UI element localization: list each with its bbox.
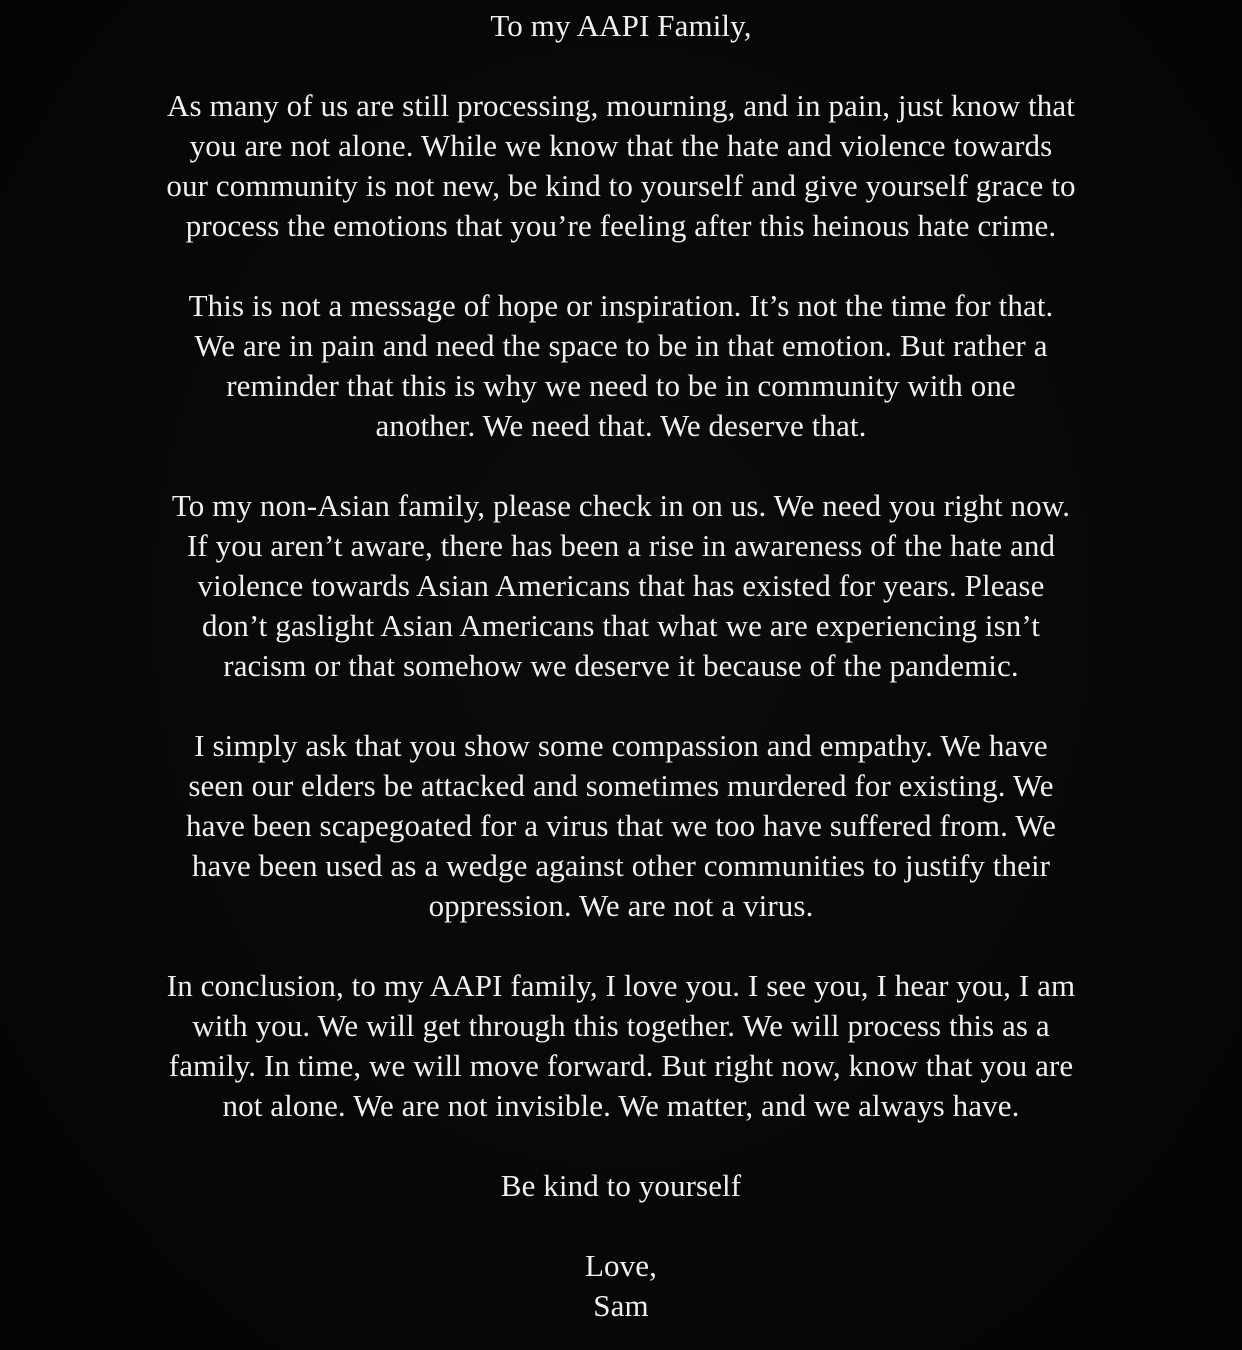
paragraph-line: you are not alone. While we know that the hate and violence towards (189, 128, 1053, 163)
paragraph-line: violence towards Asian Americans that has existed for years. Please (197, 568, 1045, 603)
paragraph-line: our community is not new, be kind to yourself and give yourself grace to (166, 168, 1076, 203)
paragraph-spacer (60, 926, 1182, 966)
paragraph-spacer (60, 246, 1182, 286)
paragraph-line: racism or that somehow we deserve it because of the pandemic. (223, 648, 1019, 683)
paragraph-line: This is not a message of hope or inspiration. It’s not the time for that. (188, 288, 1054, 323)
closing-note: Be kind to yourself (500, 1168, 742, 1203)
paragraph-spacer (60, 1126, 1182, 1166)
paragraph-line: with you. We will get through this together. We will process this as a (192, 1008, 1050, 1043)
paragraph-spacer (60, 46, 1182, 86)
paragraph-line: seen our elders be attacked and sometimes murdered for existing. We (188, 768, 1054, 803)
paragraph-line: oppression. We are not a virus. (428, 888, 814, 923)
paragraph-line: In conclusion, to my AAPI family, I love you. I see you, I hear you, I am (166, 968, 1076, 1003)
paragraph-spacer (60, 686, 1182, 726)
letter-body (60, 6, 1182, 1326)
greeting: To my AAPI Family, (490, 8, 752, 43)
paragraph-spacer (60, 446, 1182, 486)
sign-off: Love, (585, 1248, 657, 1283)
paragraph-line: As many of us are still processing, mourning, and in pain, just know that (167, 88, 1075, 123)
paragraph-line: don’t gaslight Asian Americans that what we are experiencing isn’t (202, 608, 1040, 643)
paragraph-line: I simply ask that you show some compassion and empathy. We have (194, 728, 1048, 763)
paragraph-1 (60, 86, 1182, 246)
paragraph-line: have been used as a wedge against other communities to justify their (191, 848, 1051, 883)
paragraph-line: have been scapegoated for a virus that we too have suffered from. We (186, 808, 1056, 843)
paragraph-3 (60, 486, 1182, 686)
paragraph-line: family. In time, we will move forward. But right now, know that you are (168, 1048, 1074, 1083)
paragraph-line: not alone. We are not invisible. We matter, and we always have. (222, 1088, 1020, 1123)
signature: Sam (593, 1288, 649, 1323)
paragraph-line: To my non-Asian family, please check in on us. We need you right now. (171, 488, 1071, 523)
paragraph-line: reminder that this is why we need to be in community with one (226, 368, 1016, 403)
paragraph-spacer (60, 1206, 1182, 1246)
paragraph-line: We are in pain and need the space to be in that emotion. But rather a (194, 328, 1048, 363)
paragraph-line: If you aren’t aware, there has been a rise in awareness of the hate and (186, 528, 1056, 563)
paragraph-5 (60, 966, 1182, 1126)
paragraph-4 (60, 726, 1182, 926)
paragraph-line: process the emotions that you’re feeling after this heinous hate crime. (185, 208, 1057, 243)
paragraph-line: another. We need that. We deserve that. (375, 408, 867, 443)
paragraph-2 (60, 286, 1182, 446)
